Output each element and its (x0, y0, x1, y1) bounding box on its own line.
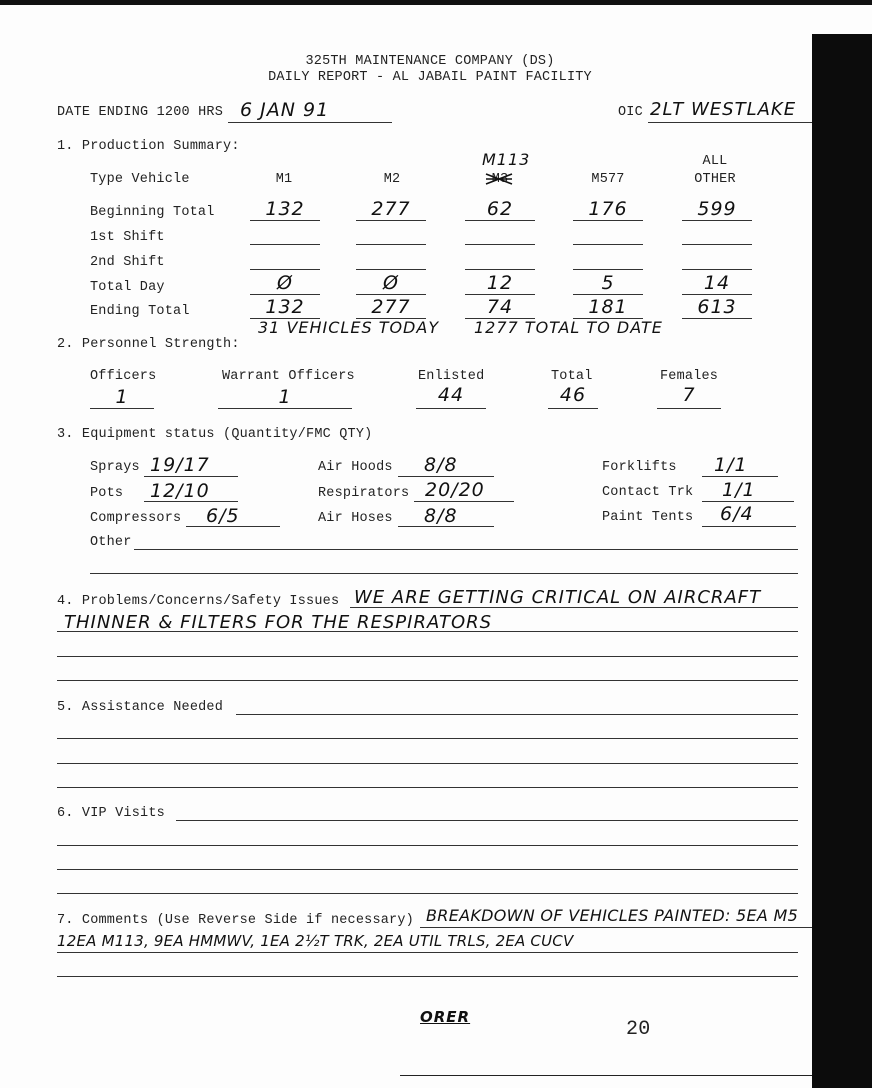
total-day-m2: Ø (383, 272, 399, 294)
problems-line3-rule (57, 656, 798, 657)
contact-trk-value: 1/1 (722, 479, 756, 501)
beginning-m1: 132 (265, 198, 305, 220)
shift1-other-line (682, 244, 752, 245)
problems-line2-rule (57, 631, 798, 632)
total-day-m113-line (465, 294, 535, 295)
assistance-line1 (236, 714, 798, 715)
paint-tents-value: 6/4 (720, 503, 754, 525)
comments-line2: 12EA M113, 9EA HMMWV, 1EA 2½T TRK, 2EA UTIL TRLS, 2EA CUCV (57, 932, 574, 950)
shift1-label: 1st Shift (90, 230, 165, 245)
paint-tents-line (702, 526, 796, 527)
air-hoses-label: Air Hoses (318, 511, 393, 526)
col-m577: M577 (591, 172, 625, 187)
shift1-m577-line (573, 244, 643, 245)
ending-m2: 277 (371, 296, 411, 318)
section6-title: 6. VIP Visits (57, 806, 165, 821)
strike-through-mark (484, 170, 514, 188)
officers-value: 1 (115, 386, 129, 408)
section3-title: 3. Equipment status (Quantity/FMC QTY) (57, 427, 373, 442)
ending-m113: 74 (486, 296, 514, 318)
sprays-line (144, 476, 238, 477)
forklifts-value: 1/1 (714, 454, 748, 476)
compressors-value: 6/5 (206, 505, 240, 527)
section4-title: 4. Problems/Concerns/Safety Issues (57, 594, 340, 609)
col-all-line1: ALL (702, 154, 728, 169)
total-day-label: Total Day (90, 280, 165, 295)
assistance-line2 (57, 738, 798, 739)
total-line (548, 408, 598, 409)
vip-line4 (57, 893, 798, 894)
beginning-other: 599 (697, 198, 737, 220)
total-day-m577-line (573, 294, 643, 295)
total-day-m2-line (356, 294, 426, 295)
page-number: 20 (626, 1018, 651, 1041)
females-line (657, 408, 721, 409)
type-vehicle-label: Type Vehicle (90, 172, 190, 187)
signature-mark: ORER (420, 1008, 471, 1026)
warrant-line (218, 408, 352, 409)
oic-underline (648, 122, 812, 123)
note-vehicles-today: 31 VEHICLES TODAY (258, 318, 440, 337)
vip-line1 (176, 820, 798, 821)
col-m3-struck: M3 (491, 172, 509, 187)
warrant-label: Warrant Officers (222, 369, 355, 384)
header-line2: DAILY REPORT - AL JABAIL PAINT FACILITY (268, 70, 592, 85)
section2-title: 2. Personnel Strength: (57, 337, 240, 352)
respirators-line (414, 501, 514, 502)
shift2-m2-line (356, 269, 426, 270)
ending-m1: 132 (265, 296, 305, 318)
officers-label: Officers (90, 369, 157, 384)
respirators-label: Respirators (318, 486, 410, 501)
total-day-m577: 5 (601, 272, 615, 294)
other-line (134, 549, 798, 550)
enlisted-value: 44 (437, 384, 465, 406)
forklifts-label: Forklifts (602, 460, 677, 475)
enlisted-label: Enlisted (418, 369, 485, 384)
total-day-m1-line (250, 294, 320, 295)
air-hoods-value: 8/8 (424, 454, 458, 476)
section1-title: 1. Production Summary: (57, 139, 240, 154)
comments-line3-rule (57, 976, 798, 977)
comments-line1-rule (420, 927, 812, 928)
enlisted-line (416, 408, 486, 409)
date-value: 6 JAN 91 (240, 99, 330, 121)
air-hoses-value: 8/8 (424, 505, 458, 527)
date-underline (228, 122, 392, 123)
total-value: 46 (559, 384, 587, 406)
contact-trk-line (702, 501, 794, 502)
beginning-m113: 62 (486, 198, 514, 220)
shift2-m1-line (250, 269, 320, 270)
scan-edge-right (812, 34, 872, 1088)
header-line1: 325TH MAINTENANCE COMPANY (DS) (305, 54, 555, 69)
females-label: Females (660, 369, 719, 384)
col-m2: M2 (383, 172, 401, 187)
col-m1: M1 (275, 172, 293, 187)
sprays-label: Sprays (90, 460, 140, 475)
ending-total-label: Ending Total (90, 304, 190, 319)
total-day-other-line (682, 294, 752, 295)
ending-other: 613 (697, 296, 737, 318)
problems-line1: WE ARE GETTING CRITICAL ON AIRCRAFT (354, 587, 762, 608)
ending-m577: 181 (588, 296, 628, 318)
forklifts-line (702, 476, 778, 477)
respirators-value: 20/20 (425, 479, 485, 501)
air-hoods-line (398, 476, 494, 477)
shift1-m2-line (356, 244, 426, 245)
bottom-edge-line (400, 1075, 812, 1076)
total-day-other: 14 (703, 272, 731, 294)
sprays-value: 19/17 (150, 454, 210, 476)
beginning-m2: 277 (371, 198, 411, 220)
oic-label: OIC (618, 105, 643, 120)
beginning-m113-line (465, 220, 535, 221)
vip-line3 (57, 869, 798, 870)
warrant-value: 1 (278, 386, 292, 408)
shift2-label: 2nd Shift (90, 255, 165, 270)
assistance-line4 (57, 787, 798, 788)
beginning-m577: 176 (588, 198, 628, 220)
note-total-to-date: 1277 TOTAL TO DATE (474, 318, 663, 337)
air-hoods-label: Air Hoods (318, 460, 393, 475)
shift2-m113-line (465, 269, 535, 270)
section7-title: 7. Comments (Use Reverse Side if necessary) (57, 913, 414, 928)
total-day-m113: 12 (486, 272, 514, 294)
other-line-2 (90, 573, 798, 574)
scan-edge-top (0, 0, 872, 5)
other-label: Other (90, 535, 132, 550)
air-hoses-line (398, 526, 494, 527)
problems-line2: THINNER & FILTERS FOR THE RESPIRATORS (64, 612, 493, 633)
pots-label: Pots (90, 486, 124, 501)
assistance-line3 (57, 763, 798, 764)
shift1-m1-line (250, 244, 320, 245)
col-all-line2: OTHER (694, 172, 736, 187)
beginning-m2-line (356, 220, 426, 221)
comments-line1: BREAKDOWN OF VEHICLES PAINTED: 5EA M5 (426, 906, 799, 925)
shift1-m113-line (465, 244, 535, 245)
col-m113-handwritten: M113 (482, 150, 531, 169)
beginning-other-line (682, 220, 752, 221)
females-value: 7 (682, 384, 696, 406)
pots-line (144, 501, 238, 502)
beginning-m1-line (250, 220, 320, 221)
problems-line4-rule (57, 680, 798, 681)
section5-title: 5. Assistance Needed (57, 700, 224, 715)
shift2-other-line (682, 269, 752, 270)
oic-value: 2LT WESTLAKE (650, 99, 797, 120)
problems-line1-rule (350, 607, 798, 608)
compressors-line (186, 526, 280, 527)
pots-value: 12/10 (150, 480, 210, 502)
total-day-m1: Ø (277, 272, 293, 294)
shift2-m577-line (573, 269, 643, 270)
vip-line2 (57, 845, 798, 846)
date-label: DATE ENDING 1200 HRS (57, 105, 224, 120)
beginning-total-label: Beginning Total (90, 205, 215, 220)
compressors-label: Compressors (90, 511, 182, 526)
ending-other-line (682, 318, 752, 319)
officers-line (90, 408, 154, 409)
contact-trk-label: Contact Trk (602, 485, 694, 500)
beginning-m577-line (573, 220, 643, 221)
comments-line2-rule (57, 952, 798, 953)
total-label: Total (551, 369, 593, 384)
paint-tents-label: Paint Tents (602, 510, 694, 525)
